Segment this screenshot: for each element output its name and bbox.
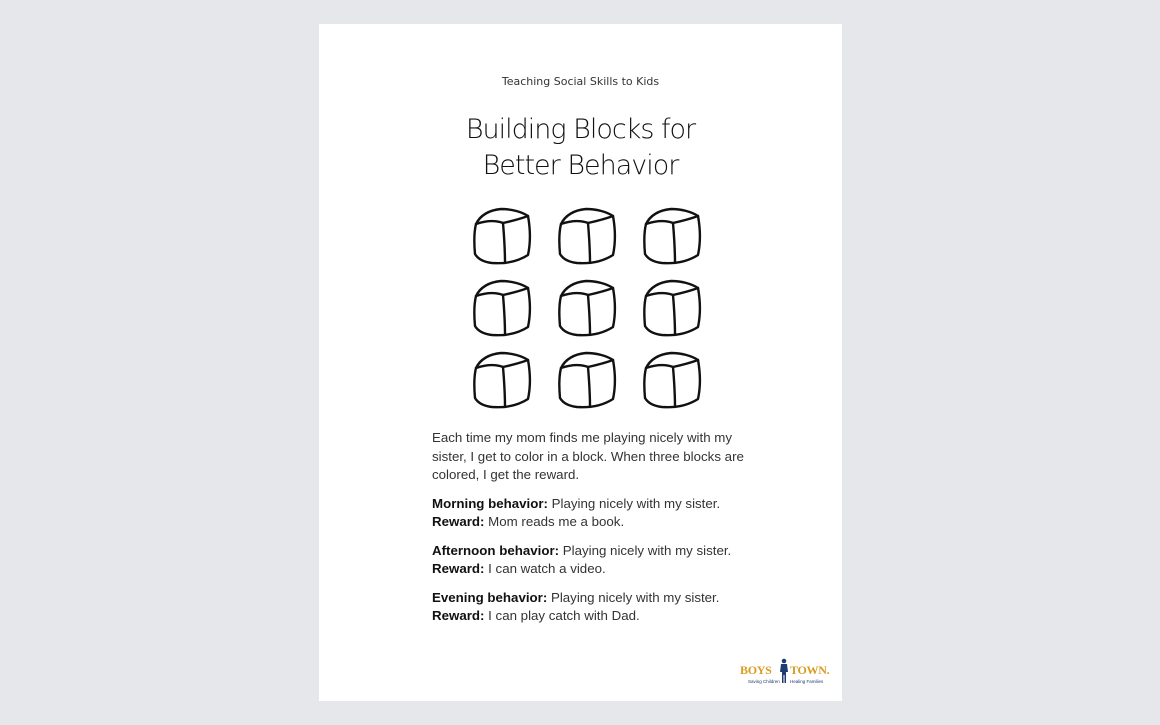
- logo-tagline-left: Saving Children: [748, 679, 780, 684]
- morning-reward-label: Reward:: [432, 514, 485, 529]
- title-line-1: Building Blocks for: [465, 114, 696, 145]
- block-5[interactable]: [557, 277, 619, 339]
- afternoon-behavior-text: Playing nicely with my sister.: [559, 542, 732, 558]
- kicker-text: Teaching Social Skills to Kids: [501, 75, 660, 88]
- block-3[interactable]: [642, 205, 704, 267]
- evening-behavior-text: Playing nicely with my sister.: [547, 589, 720, 605]
- morning-behavior: [432, 495, 752, 514]
- title-line-2: Better Behavior: [482, 150, 679, 181]
- afternoon-reward: [432, 560, 752, 579]
- cube-outline-icon: [642, 277, 704, 339]
- cube-outline-icon: [472, 277, 534, 339]
- evening-reward: [432, 607, 752, 626]
- block-2[interactable]: [557, 205, 619, 267]
- afternoon-behavior: [432, 542, 752, 561]
- block-7[interactable]: [472, 349, 534, 411]
- block-4[interactable]: [472, 277, 534, 339]
- cube-outline-icon: [642, 349, 704, 411]
- afternoon-behavior-label: Afternoon behavior:: [432, 542, 560, 558]
- evening-section: [432, 589, 752, 626]
- evening-behavior: [432, 589, 752, 608]
- afternoon-section: [432, 542, 752, 579]
- block-8[interactable]: [557, 349, 619, 411]
- evening-reward-text: I can play catch with Dad.: [484, 608, 640, 623]
- afternoon-reward-label: Reward:: [432, 561, 485, 576]
- block-6[interactable]: [642, 277, 704, 339]
- cube-outline-icon: [472, 349, 534, 411]
- logo-word-right: TOWN.: [790, 663, 830, 677]
- cube-outline-icon: [557, 205, 619, 267]
- page-title: [319, 112, 842, 184]
- morning-behavior-text: Playing nicely with my sister.: [547, 495, 721, 511]
- morning-section: [432, 495, 752, 532]
- worksheet-body: [432, 429, 752, 636]
- cube-outline-icon: [557, 349, 619, 411]
- cube-outline-icon: [472, 205, 534, 267]
- block-9[interactable]: [642, 349, 704, 411]
- block-grid: [472, 205, 704, 410]
- cube-outline-icon: [557, 277, 619, 339]
- morning-reward: [432, 513, 752, 532]
- worksheet-page: [319, 24, 842, 701]
- evening-behavior-label: Evening behavior:: [432, 589, 548, 605]
- evening-reward-label: Reward:: [432, 608, 485, 623]
- intro-paragraph: Each time my mom finds me playing nicely with my sister, I get to color in a block. When three blocks are colored, I get the reward.: [432, 430, 744, 482]
- logo-tagline-right: Healing Families: [790, 679, 824, 684]
- morning-reward-text: Mom reads me a book.: [484, 514, 625, 529]
- cube-outline-icon: [642, 205, 704, 267]
- afternoon-reward-text: I can watch a video.: [484, 561, 606, 576]
- block-1[interactable]: [472, 205, 534, 267]
- logo-word-left: BOYS: [740, 663, 772, 677]
- morning-behavior-label: Morning behavior:: [432, 495, 548, 511]
- boys-town-logo: [740, 658, 832, 688]
